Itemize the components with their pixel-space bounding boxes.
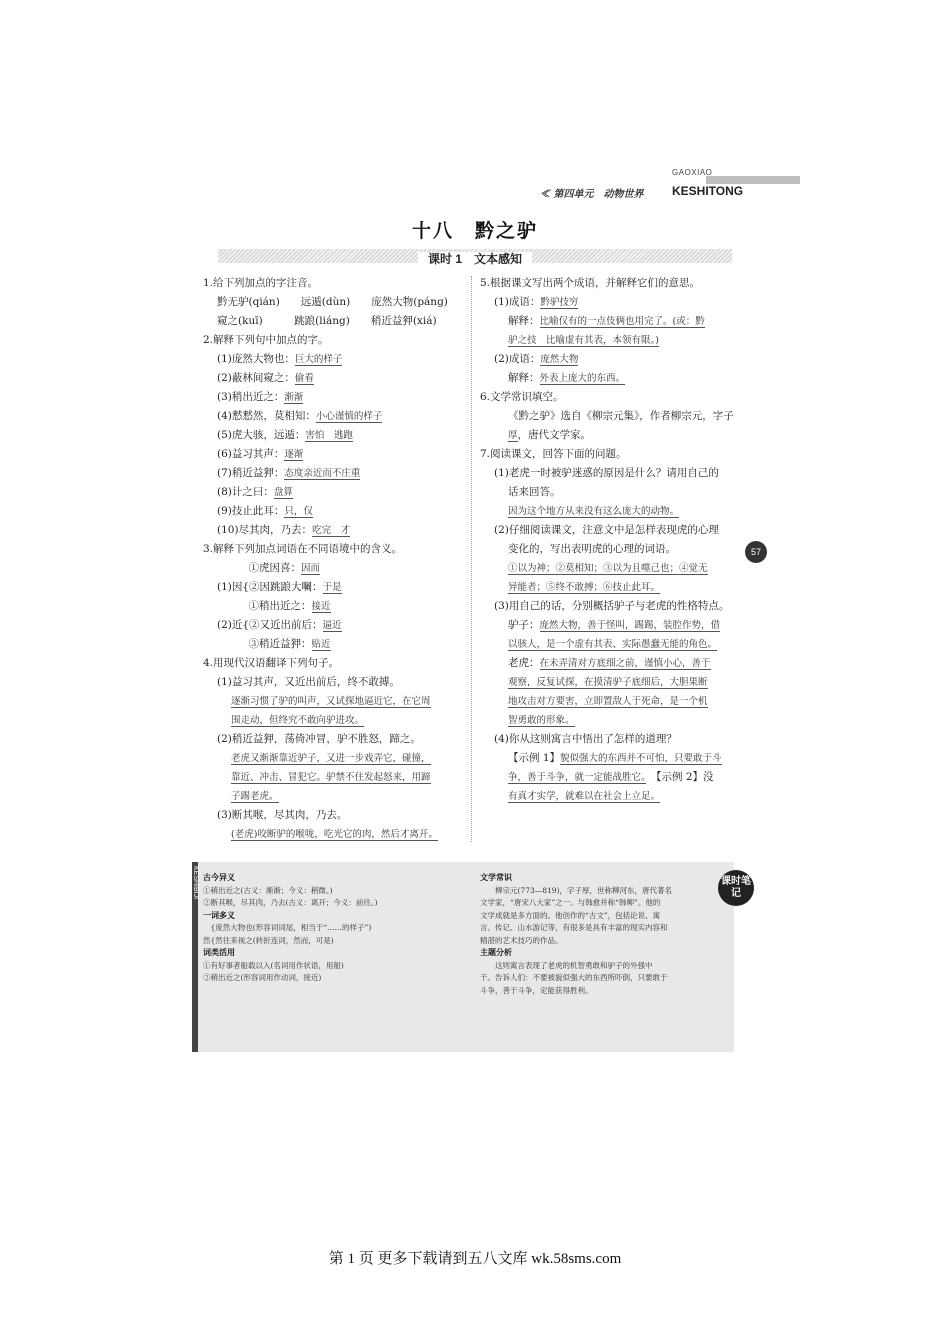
- right-column-line: [480, 331, 745, 350]
- left-column-line: [203, 825, 468, 844]
- brand-small: GAOXIAO: [672, 168, 713, 177]
- question-text: (1)老虎一时被驴迷惑的原因是什么？请用自己的: [494, 467, 719, 479]
- answer-text: 争，善于斗争，就一定能战胜它。: [508, 772, 646, 783]
- question-text: ①稍出近之：: [217, 600, 312, 612]
- question-text: 3.解释下列加点词语在不同语境中的含义。: [203, 543, 403, 555]
- left-column-line: [203, 407, 468, 426]
- notes-line: ①有好事者船载以入(名词用作状语，用船): [203, 960, 344, 970]
- question-text: (2)稍近益狎，荡倚冲冒，驴不胜怒，蹄之。: [217, 733, 421, 745]
- right-column-line: [480, 692, 745, 711]
- left-column-line: [203, 331, 468, 350]
- left-column-line: [203, 654, 468, 673]
- question-text: 驴子：: [508, 619, 540, 631]
- left-column-line: [203, 426, 468, 445]
- brand-name: KESHITONG: [672, 184, 744, 198]
- right-column-line: [480, 426, 745, 445]
- trailing-text: 【示例 2】没: [645, 771, 714, 783]
- left-column-line: [203, 616, 468, 635]
- left-column-line: [203, 635, 468, 654]
- left-column-line: [203, 806, 468, 825]
- right-column-line: [480, 730, 745, 749]
- question-text: ③稍近益狎：: [217, 638, 312, 650]
- answer-text: 庞然大物: [540, 354, 579, 365]
- notes-line: 然{然往来视之(转折连词，然而，可是): [203, 935, 334, 945]
- notes-heading: 一词多义: [203, 910, 235, 920]
- right-column-line: [480, 768, 745, 787]
- answer-text: 害怕 逃跑: [305, 430, 353, 441]
- notes-heading: 词类活用: [203, 948, 235, 957]
- question-text: (8)计之曰：: [217, 486, 274, 498]
- right-column-line: [480, 312, 745, 331]
- answer-text: 接近: [311, 601, 331, 612]
- answer-text: 逐渐习惯了驴的叫声，又试探地逼近它，在它周: [231, 696, 431, 707]
- question-text: 5.根据课文写出两个成语，并解释它们的意思。: [480, 277, 701, 289]
- answer-text: 异能者；⑤终不敢搏；⑥技止此耳。: [508, 582, 661, 593]
- answer-text: 在未弄清对方底细之前，谨慎小心，善于: [539, 658, 711, 669]
- right-column-line: [480, 559, 745, 578]
- question-text: 《黔之驴》选自《柳宗元集》，作者柳宗元，字子: [508, 410, 734, 422]
- left-column-line: [203, 483, 468, 502]
- answer-text: ①以为神；②莫相知；③以为且噬己也；④觉无: [508, 563, 708, 574]
- right-column-line: [480, 445, 745, 464]
- question-text: 2.解释下列句中加点的字。: [203, 334, 329, 346]
- answer-text: 貌似强大的东西并不可怕，只要敢于斗: [560, 753, 722, 764]
- left-column-line: [203, 388, 468, 407]
- question-text: (2)仔细阅读课文，注意文中是怎样表现虎的心理: [494, 524, 719, 536]
- notes-line: {庞然大物也(形容词词尾，相当于“……的样子”): [203, 923, 372, 932]
- notes-line: 文学家，“唐宋八大家”之一。与韩愈并称“韩柳”。他的: [480, 898, 661, 907]
- question-text: 老虎：: [508, 657, 540, 669]
- right-column-line: [480, 616, 745, 635]
- right-column-line: [480, 635, 745, 654]
- left-column-line: [203, 540, 468, 559]
- answer-text: 比喻仅有的一点伎俩也用完了。(或：黔: [539, 316, 705, 327]
- question-text: (4)慭慭然，莫相知：: [217, 410, 316, 422]
- right-column-line: [480, 578, 745, 597]
- answer-text: 小心谨慎的样子: [315, 411, 383, 422]
- subtitle-text: 课时 1 文本感知: [418, 252, 532, 266]
- right-column-line: [480, 407, 745, 426]
- question-text: 【示例 1】: [508, 752, 561, 764]
- question-text: 话来回答。: [508, 486, 561, 498]
- lesson-title: 十八 黔之驴: [411, 220, 538, 242]
- right-column-line: [480, 540, 745, 559]
- header-bar: [706, 176, 800, 184]
- right-column-line: [480, 464, 745, 483]
- left-column-line: [203, 521, 468, 540]
- left-column-line: [203, 502, 468, 521]
- page-number-badge: 57: [745, 541, 767, 563]
- question-text: (1)益习其声，又近出前后，终不敢搏。: [217, 676, 400, 688]
- left-column: [203, 274, 468, 844]
- notes-heading: 古今异义: [203, 873, 235, 882]
- right-column-line: [480, 654, 745, 673]
- right-column-line: [480, 502, 745, 521]
- notes-line: 精湛的艺术技巧的作品。: [480, 935, 563, 945]
- question-text: 7.阅读课文，回答下面的问题。: [480, 448, 627, 460]
- notes-line: 柳宗元(773—819)，字子厚，世称柳河东，唐代著名: [480, 885, 672, 895]
- answer-text: 外表上庞大的东西。: [539, 373, 626, 384]
- column-divider: [471, 276, 472, 842]
- left-column-line: [203, 578, 468, 597]
- answer-text: 智勇敢的形象。: [508, 715, 575, 726]
- left-column-line: [203, 711, 468, 730]
- left-column-line: [203, 559, 468, 578]
- answer-text: 逐渐: [284, 449, 304, 460]
- question-text: (2)成语：: [494, 353, 541, 365]
- answer-text: 逼近: [322, 620, 342, 631]
- notes-line: 干。告诉人们：不要被貌似强大的东西所吓倒，只要敢于: [480, 973, 668, 982]
- left-column-line: [203, 274, 468, 293]
- question-text: (2)近{②又近出前后：: [217, 619, 323, 631]
- question-text: 6.文学常识填空。: [480, 391, 564, 403]
- question-text: ①虎因喜：: [217, 562, 301, 574]
- right-column-line: [480, 293, 745, 312]
- notes-heading: 主题分析: [480, 948, 512, 957]
- right-column-line: [480, 711, 745, 730]
- answer-text: 偷看: [294, 373, 314, 384]
- question-text: (10)尽其肉，乃去：: [217, 524, 313, 536]
- question-text: (1)因{②因跳踉大㘎：: [217, 581, 323, 593]
- left-column-line: [203, 730, 468, 749]
- right-column-line: [480, 369, 745, 388]
- notes-heading: 文学常识: [480, 873, 512, 882]
- answer-text: 有真才实学，就难以在社会上立足。: [508, 791, 661, 802]
- answer-text: 黔驴技穷: [540, 297, 579, 308]
- right-column-line: [480, 521, 745, 540]
- answer-text: 驴之技 比喻虚有其表，本领有限。): [508, 335, 659, 346]
- left-column-line: [203, 673, 468, 692]
- question-text: 1.给下列加点的字注音。: [203, 277, 319, 289]
- question-text: (1)庞然大物也：: [217, 353, 295, 365]
- left-column-line: [203, 749, 468, 768]
- answer-text: 渐渐: [284, 392, 304, 403]
- left-column-line: [203, 445, 468, 464]
- left-column-line: [203, 597, 468, 616]
- notes-line: 言、传记、山水游记等，有很多是具有丰富的现实内容和: [480, 923, 668, 932]
- answer-text: (老虎)咬断驴的喉咙，吃光它的肉，然后才离开。: [231, 829, 438, 840]
- question-text: (3)断其喉，尽其肉，乃去。: [217, 809, 348, 821]
- notes-line: ①稍出近之(古义：渐渐；今义：稍微。): [203, 885, 333, 895]
- question-text: 黔无驴(qián) 远遁(dùn) 庞然大物(páng): [217, 296, 448, 308]
- right-column-line: [480, 350, 745, 369]
- answer-text: 观察，反复试探，在摸清驴子底细后，大胆果断: [508, 677, 708, 688]
- notes-line: ②断其喉，尽其肉，乃去(古义：离开；今义：前往。): [203, 898, 378, 907]
- answer-text: 贴近: [311, 639, 331, 650]
- answer-text: 子踢老虎。: [231, 791, 279, 802]
- answer-text: 只，仅: [284, 506, 313, 517]
- notes-line: 斗争，善于斗争，定能获得胜利。: [480, 985, 593, 995]
- left-column-line: [203, 369, 468, 388]
- notes-line: ②稍出近之(形容词用作动词，接近): [203, 973, 322, 982]
- notes-line: 这则寓言表现了老虎的机智勇敢和驴子的外强中: [480, 960, 653, 970]
- question-text: (6)益习其声：: [217, 448, 285, 460]
- answer-text: 巨大的样子: [294, 354, 343, 365]
- notes-left-column: [203, 872, 463, 985]
- right-column-line: [480, 388, 745, 407]
- answer-text: 厚: [508, 430, 518, 441]
- question-text: (4)你从这则寓言中悟出了怎样的道理？: [494, 733, 677, 745]
- right-column: [480, 274, 745, 806]
- left-column-line: [203, 768, 468, 787]
- notes-right-column: [480, 872, 712, 997]
- left-column-line: [203, 787, 468, 806]
- question-text: 4.用现代汉语翻译下列句子。: [203, 657, 340, 669]
- answer-text: 围走动，但终究不敢向驴进攻。: [231, 715, 365, 726]
- answer-text: 因而: [301, 563, 321, 574]
- answer-text: 地攻击对方要害，立即置敌人于死命，是一个机: [508, 696, 708, 707]
- question-text: (3)稍出近之：: [217, 391, 285, 403]
- answer-text: 因为这个地方从来没有这么庞大的动物。: [508, 506, 680, 517]
- answer-text: 盘算: [273, 487, 293, 498]
- left-column-line: [203, 312, 468, 331]
- subtitle: [0, 248, 950, 267]
- notes-side-label: KESHIBIJI: [192, 866, 199, 900]
- question-text: (3)用自己的话，分别概括驴子与老虎的性格特点。: [494, 600, 730, 612]
- question-text: (5)虎大骇，远遁：: [217, 429, 306, 441]
- answer-text: 老虎又渐渐靠近驴子，又进一步戏弄它，碰撞，: [231, 753, 431, 764]
- question-text: (2)蔽林间窥之：: [217, 372, 295, 384]
- question-text: 窥之(kuī) 跳踉(liáng) 稍近益狎(xiá): [217, 315, 437, 327]
- answer-text: 吃完 才: [312, 525, 351, 536]
- answer-text: 以骇人，是一个虚有其表、实际愚蠢无能的角色。: [508, 639, 718, 650]
- right-column-line: [480, 597, 745, 616]
- right-column-line: [480, 274, 745, 293]
- notes-line: 文学成就是多方面的。他创作的“古文”，包括论说、寓: [480, 910, 661, 920]
- answer-text: 于是: [322, 582, 342, 593]
- left-column-line: [203, 293, 468, 312]
- answer-text: 态度亲近而不庄重: [284, 468, 361, 479]
- footer-text: 第 1 页 更多下载请到五八文库 wk.58sms.com: [328, 1251, 622, 1267]
- question-text: (7)稍近益狎：: [217, 467, 285, 479]
- notes-badge: 课时笔记: [718, 870, 754, 906]
- right-column-line: [480, 787, 745, 806]
- right-column-line: [480, 749, 745, 768]
- question-text: 解释：: [508, 315, 540, 327]
- left-column-line: [203, 350, 468, 369]
- question-text: 解释：: [508, 372, 540, 384]
- question-text: 变化的，写出表明虎的心理的词语。: [508, 543, 676, 555]
- trailing-text: ，唐代文学家。: [517, 429, 592, 441]
- answer-text: 庞然大物，善于怪叫，踢踢，装腔作势，借: [539, 620, 721, 631]
- left-column-line: [203, 464, 468, 483]
- answer-text: 靠近、冲击、冒犯它。驴禁不住发起怒来，用蹄: [231, 772, 431, 783]
- unit-label: ≪ 第四单元 动物世界: [540, 189, 644, 200]
- question-text: (1)成语：: [494, 296, 541, 308]
- right-column-line: [480, 483, 745, 502]
- question-text: (9)技止此耳：: [217, 505, 285, 517]
- left-column-line: [203, 692, 468, 711]
- right-column-line: [480, 673, 745, 692]
